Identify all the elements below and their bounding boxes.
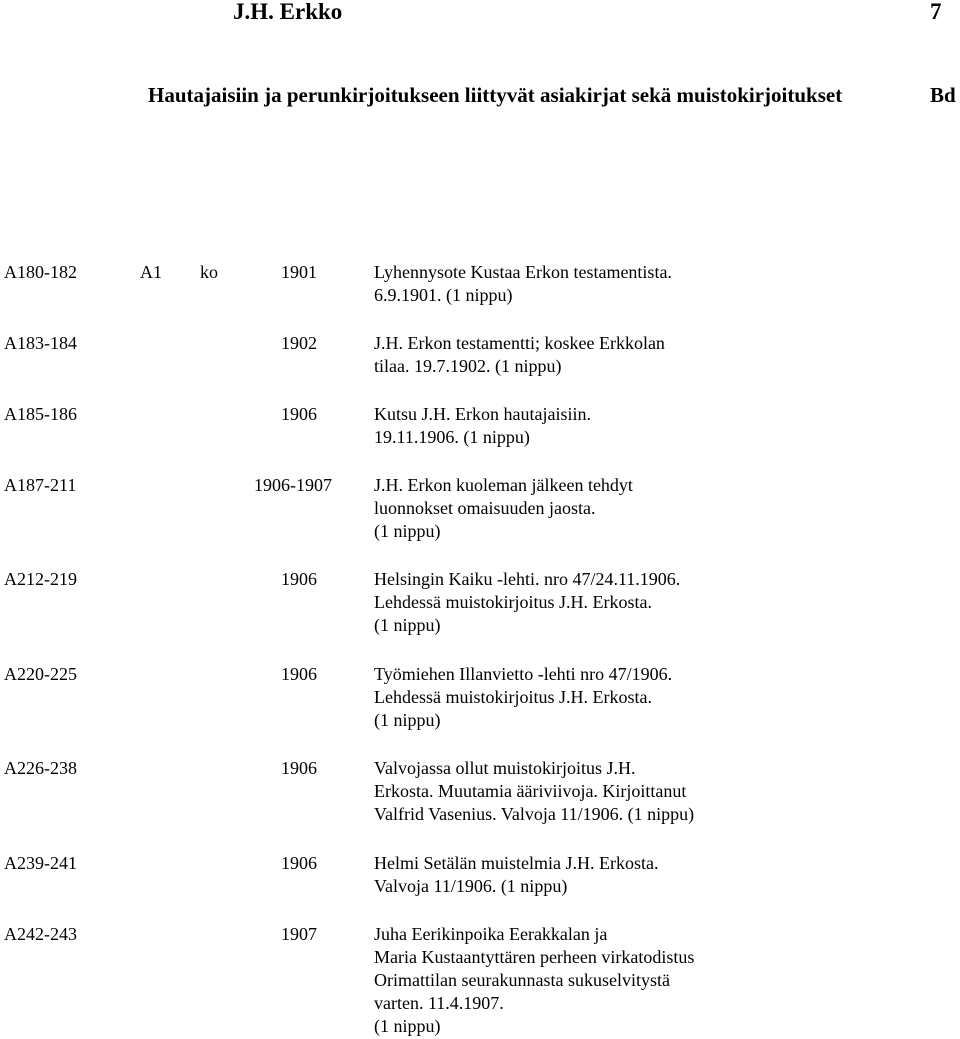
entry-description (374, 923, 694, 1038)
entry-description-line: Maria Kustaantyttären perheen virkatodistus (374, 947, 695, 967)
entry-signum: A185-186 (4, 404, 77, 424)
entry-description (374, 757, 694, 826)
entry-signum: A242-243 (4, 924, 77, 944)
entry-description-line: Helsingin Kaiku -lehti. nro 47/24.11.1906. (374, 569, 681, 589)
entry-description-line: (1 nippu) (374, 1016, 441, 1036)
entry-shelf-code: A1 (140, 262, 162, 282)
entry-signum: A226-238 (4, 758, 77, 778)
entry-year: 1902 (281, 333, 317, 353)
entry-description-line: (1 nippu) (374, 615, 441, 635)
entry-signum: A180-182 (4, 262, 77, 282)
entry-description (374, 403, 591, 449)
section-code: Bd (930, 83, 956, 107)
entry-description-line: Juha Eerikinpoika Eerakkalan ja (374, 924, 608, 944)
entry-description-line: tilaa. 19.7.1902. (1 nippu) (374, 356, 562, 376)
entry-description (374, 474, 633, 543)
entry-description-line: J.H. Erkon testamentti; koskee Erkkolan (374, 333, 665, 353)
entry-description-line: Lyhennysote Kustaa Erkon testamentista. (374, 262, 672, 282)
entry-year: 1906 (281, 569, 317, 589)
page-number: 7 (930, 0, 942, 24)
entry-type-code: ko (200, 262, 218, 282)
entry-description-line: luonnokset omaisuuden jaosta. (374, 498, 596, 518)
entry-description-line: Työmiehen Illanvietto -lehti nro 47/1906. (374, 664, 673, 684)
entry-signum: A187-211 (4, 475, 77, 495)
entry-description-line: Helmi Setälän muistelmia J.H. Erkosta. (374, 853, 659, 873)
entry-year: 1901 (281, 262, 317, 282)
entry-description (374, 568, 680, 637)
section-title: Hautajaisiin ja perunkirjoitukseen liittyvät asiakirjat sekä muistokirjoitukset (148, 83, 843, 107)
entry-description-line: Erkosta. Muutamia ääriviivoja. Kirjoittanut (374, 781, 687, 801)
entry-description (374, 852, 658, 898)
entry-signum: A212-219 (4, 569, 77, 589)
entry-description-line: Lehdessä muistokirjoitus J.H. Erkosta. (374, 687, 652, 707)
entry-description-line: varten. 11.4.1907. (374, 993, 504, 1013)
entry-description-line: Valvoja 11/1906. (1 nippu) (374, 876, 568, 896)
entry-description-line: (1 nippu) (374, 710, 441, 730)
entry-description (374, 332, 665, 378)
page-header-name: J.H. Erkko (233, 0, 343, 24)
entry-year: 1906 (281, 404, 317, 424)
entry-year: 1907 (281, 924, 317, 944)
entry-description (374, 663, 672, 732)
entry-description-line: Lehdessä muistokirjoitus J.H. Erkosta. (374, 592, 652, 612)
entry-description-line: Orimattilan seurakunnasta sukuselvitystä (374, 970, 670, 990)
entry-signum: A183-184 (4, 333, 77, 353)
entry-description-line: 6.9.1901. (1 nippu) (374, 285, 513, 305)
entry-description-line: Kutsu J.H. Erkon hautajaisiin. (374, 404, 591, 424)
entry-description-line: Valfrid Vasenius. Valvoja 11/1906. (1 nippu) (374, 804, 695, 824)
entry-description (374, 261, 672, 307)
entry-description-line: (1 nippu) (374, 521, 441, 541)
entry-year: 1906 (281, 758, 317, 778)
entry-signum: A239-241 (4, 853, 77, 873)
entry-year: 1906 (281, 853, 317, 873)
entry-year: 1906 (281, 664, 317, 684)
entry-year: 1906-1907 (254, 475, 332, 495)
entry-description-line: 19.11.1906. (1 nippu) (374, 427, 530, 447)
entry-description-line: Valvojassa ollut muistokirjoitus J.H. (374, 758, 636, 778)
entry-signum: A220-225 (4, 664, 77, 684)
entry-description-line: J.H. Erkon kuoleman jälkeen tehdyt (374, 475, 633, 495)
